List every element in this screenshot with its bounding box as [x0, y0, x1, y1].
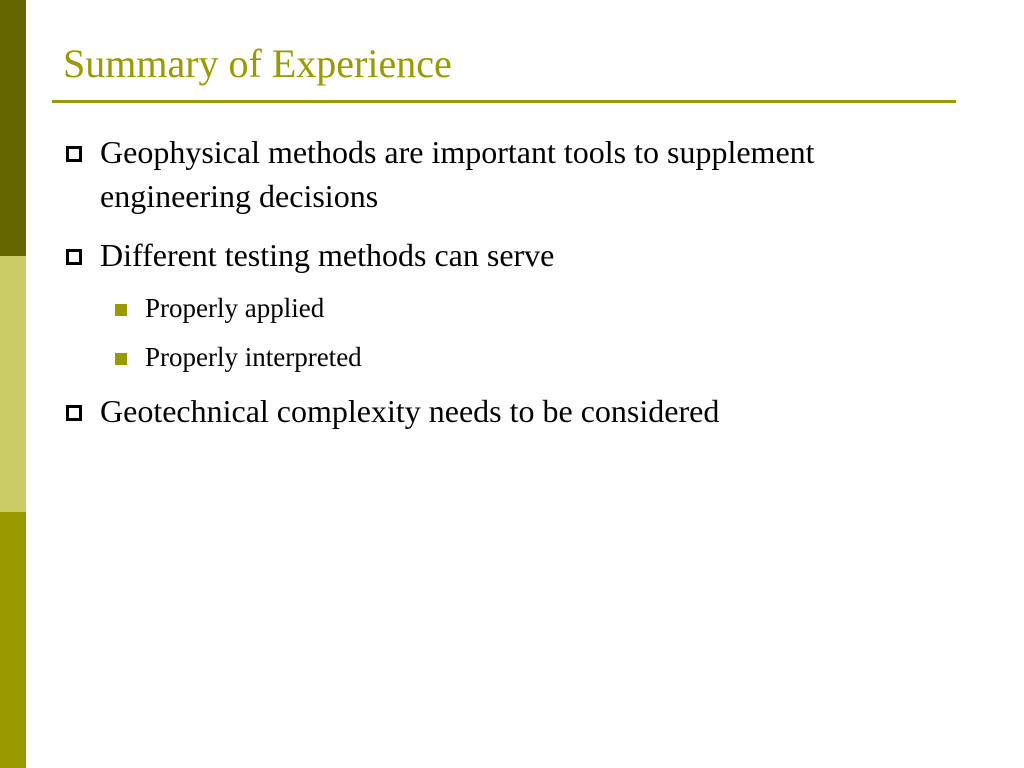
bullet-text: Geophysical methods are important tools to supplement engineering decisions [100, 134, 815, 214]
bullet-text: Geotechnical complexity needs to be considered [100, 393, 720, 429]
bullet-item [100, 389, 820, 433]
bullet-text: Different testing methods can serve [100, 237, 555, 273]
filled-square-icon [115, 353, 127, 365]
slide-title: Summary of Experience [63, 41, 452, 86]
hollow-square-icon [66, 405, 82, 421]
sub-bullet-text: Properly applied [145, 293, 325, 323]
sub-bullet-item [145, 290, 825, 326]
hollow-square-icon [66, 249, 82, 265]
sub-bullet-text: Properly interpreted [145, 342, 362, 372]
sub-bullet-item [145, 339, 825, 375]
bullet-item [100, 130, 820, 218]
hollow-square-icon [66, 146, 82, 162]
filled-square-icon [115, 304, 127, 316]
bullet-item [100, 233, 820, 277]
